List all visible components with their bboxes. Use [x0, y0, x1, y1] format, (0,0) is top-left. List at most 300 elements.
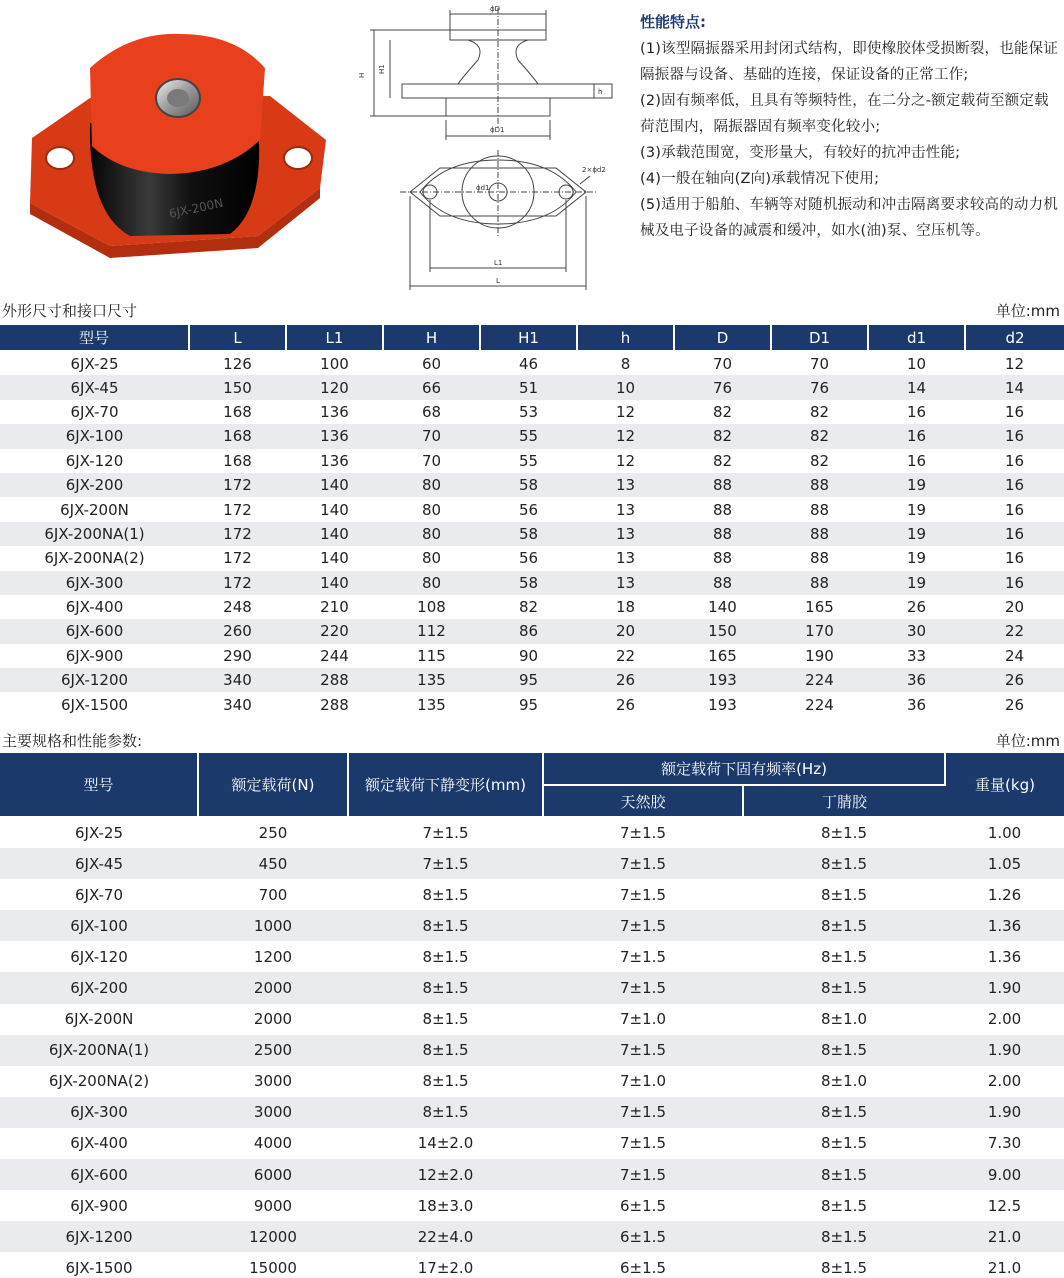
- table-cell: 450: [198, 848, 348, 879]
- table-cell: 115: [417, 646, 446, 665]
- table-cell: 7±1.5: [543, 1159, 743, 1190]
- table-cell: 1.36: [987, 947, 1022, 966]
- table-cell: 126: [223, 354, 252, 373]
- table-cell: 6JX-600: [0, 619, 189, 643]
- table-cell: 90: [518, 646, 539, 665]
- table-cell: 88: [674, 473, 771, 497]
- table-cell: 112: [383, 619, 480, 643]
- table-cell: 7±1.5: [620, 824, 666, 843]
- dimensions-table: [0, 325, 1064, 717]
- table-cell: 19: [906, 549, 927, 568]
- table-cell: 70: [421, 451, 442, 470]
- table-row: [0, 1097, 1064, 1128]
- table-cell: 66: [383, 375, 480, 399]
- table-cell: 53: [518, 402, 539, 421]
- table-cell: 165: [708, 646, 737, 665]
- table-cell: 193: [674, 668, 771, 692]
- table-cell: 6JX-200N: [60, 500, 129, 519]
- table-cell: 95: [518, 695, 539, 714]
- dim-L1: L1: [494, 259, 503, 267]
- table-cell: 8±1.5: [348, 1097, 543, 1128]
- col-nitrile-rubber: 丁腈胶: [743, 785, 945, 817]
- table-cell: 14±2.0: [417, 1134, 474, 1153]
- table-cell: 80: [383, 522, 480, 546]
- section1-header: [0, 298, 1064, 322]
- table-cell: 14: [965, 375, 1064, 399]
- table-cell: 6JX-1500: [65, 1258, 133, 1277]
- table-cell: 76: [674, 375, 771, 399]
- table-cell: 1.05: [945, 848, 1064, 879]
- table-cell: 86: [480, 619, 577, 643]
- technical-drawing: [350, 0, 630, 300]
- table-cell: 33: [906, 646, 927, 665]
- table-cell: 8±1.5: [743, 1035, 945, 1066]
- table-cell: 82: [809, 451, 830, 470]
- table-cell: 288: [320, 695, 349, 714]
- table-cell: 8±1.5: [821, 1196, 867, 1215]
- table-cell: 19: [868, 571, 965, 595]
- col-load: 额定载荷(N): [198, 753, 348, 817]
- table-cell: 19: [868, 522, 965, 546]
- table-cell: 224: [805, 695, 834, 714]
- table-cell: 12±2.0: [348, 1159, 543, 1190]
- table-cell: 6JX-100: [0, 424, 189, 448]
- table-row: [0, 497, 1064, 521]
- table-cell: 13: [577, 522, 674, 546]
- specs-table: [0, 753, 1064, 1278]
- table-row: [0, 692, 1064, 716]
- table-cell: 6JX-600: [0, 1159, 198, 1190]
- table-cell: 2.00: [987, 1010, 1022, 1029]
- table-cell: 8±1.5: [422, 1010, 469, 1029]
- table-cell: 1.36: [945, 910, 1064, 941]
- table-cell: 82: [712, 451, 733, 470]
- table-cell: 136: [320, 451, 349, 470]
- table-cell: 8±1.5: [743, 972, 945, 1003]
- table-cell: 290: [223, 646, 252, 665]
- table-cell: 1200: [253, 947, 293, 966]
- table-cell: 7±1.5: [543, 972, 743, 1003]
- table-cell: 8±1.5: [422, 885, 469, 904]
- table-cell: 172: [189, 473, 286, 497]
- table-cell: 16: [965, 424, 1064, 448]
- table-cell: 16: [906, 451, 927, 470]
- table-cell: 2000: [198, 972, 348, 1003]
- table-cell: 14: [868, 375, 965, 399]
- table-cell: 22: [965, 619, 1064, 643]
- table-cell: 140: [320, 500, 349, 519]
- table-cell: 16: [868, 424, 965, 448]
- feature-item: (3)承载范围宽，变形量大，有较好的抗冲击性能;: [640, 145, 961, 161]
- table-row: [0, 595, 1064, 619]
- table-cell: 4000: [253, 1134, 293, 1153]
- table-cell: 30: [868, 619, 965, 643]
- table-cell: 20: [577, 619, 674, 643]
- section1-title: 外形尺寸和接口尺寸: [2, 302, 138, 320]
- table-cell: 16: [1004, 549, 1025, 568]
- table-cell: 6JX-300: [0, 571, 189, 595]
- table-cell: 8±1.5: [348, 972, 543, 1003]
- table-cell: 8±1.5: [743, 1097, 945, 1128]
- table-cell: 1.90: [945, 972, 1064, 1003]
- table-cell: 170: [771, 619, 868, 643]
- table-cell: 6JX-1200: [0, 668, 189, 692]
- table-cell: 136: [320, 402, 349, 421]
- table-row: [0, 817, 1064, 848]
- table-row: [0, 1221, 1064, 1252]
- table-cell: 7±1.5: [543, 910, 743, 941]
- table-cell: 88: [771, 522, 868, 546]
- table-cell: 82: [518, 598, 539, 617]
- dim-D1: ϕD1: [490, 126, 505, 134]
- table-cell: 8±1.5: [348, 910, 543, 941]
- table-cell: 6JX-100: [0, 910, 198, 941]
- table-cell: 8±1.0: [821, 1010, 867, 1029]
- table-row: [0, 972, 1064, 1003]
- table-cell: 15000: [249, 1258, 297, 1277]
- table-cell: 88: [809, 500, 830, 519]
- section2-header: [0, 728, 1064, 752]
- product-photo: [20, 28, 336, 264]
- table-cell: 340: [189, 668, 286, 692]
- table-cell: 6JX-120: [65, 451, 124, 470]
- table-cell: 60: [421, 354, 442, 373]
- table-row: [0, 571, 1064, 595]
- table-cell: 6JX-70: [75, 885, 123, 904]
- col-model: 型号: [0, 753, 198, 817]
- table-cell: 172: [189, 522, 286, 546]
- table-cell: 36: [868, 668, 965, 692]
- table-cell: 16: [1004, 500, 1025, 519]
- table-cell: 168: [189, 424, 286, 448]
- table-cell: 18: [615, 598, 636, 617]
- table-cell: 82: [771, 424, 868, 448]
- table-cell: 8±1.5: [821, 947, 867, 966]
- table-row: [0, 375, 1064, 399]
- table-cell: 140: [320, 549, 349, 568]
- table-cell: 88: [809, 549, 830, 568]
- table-cell: 9.00: [945, 1159, 1064, 1190]
- table-cell: 82: [712, 402, 733, 421]
- table-cell: 6JX-25: [70, 354, 119, 373]
- table-cell: 36: [906, 695, 927, 714]
- table-row: [0, 848, 1064, 879]
- table-cell: 55: [518, 451, 539, 470]
- features-panel: [640, 10, 1060, 244]
- table-cell: 6000: [198, 1159, 348, 1190]
- table-cell: 8±1.5: [743, 1221, 945, 1252]
- table-row: [0, 879, 1064, 910]
- table-cell: 3000: [198, 1097, 348, 1128]
- table-cell: 220: [286, 619, 383, 643]
- table-cell: 140: [286, 571, 383, 595]
- table-cell: 190: [805, 646, 834, 665]
- table-cell: 88: [712, 500, 733, 519]
- table-cell: 6JX-200NA(1): [0, 522, 189, 546]
- table-cell: 16: [1004, 402, 1025, 421]
- table-cell: 7±1.5: [543, 1097, 743, 1128]
- table-cell: 13: [577, 473, 674, 497]
- table-cell: 8±1.5: [743, 910, 945, 941]
- table-row: [0, 424, 1064, 448]
- table-cell: 68: [421, 402, 442, 421]
- table-cell: 82: [809, 402, 830, 421]
- table-cell: 8±1.0: [821, 1072, 867, 1091]
- col-header: 型号: [0, 325, 189, 351]
- table-row: [0, 1066, 1064, 1097]
- table-cell: 6JX-300: [0, 1097, 198, 1128]
- table-cell: 6±1.5: [543, 1221, 743, 1252]
- table-cell: 6JX-400: [65, 598, 124, 617]
- col-header: d2: [965, 325, 1064, 351]
- table-cell: 100: [320, 354, 349, 373]
- section2-title: 主要规格和性能参数:: [2, 732, 143, 750]
- table-cell: 22: [615, 646, 636, 665]
- table-cell: 260: [189, 619, 286, 643]
- table-cell: 12.5: [987, 1196, 1022, 1215]
- table-cell: 55: [480, 424, 577, 448]
- table-cell: 82: [674, 424, 771, 448]
- table-cell: 16: [1004, 451, 1025, 470]
- feature-item: (2)固有频率低，且具有等频特性，在二分之-额定载荷至额定载荷范围内，隔振器固有频率变化较小;: [640, 93, 1049, 135]
- table-cell: 135: [417, 695, 446, 714]
- table-cell: 6JX-45: [0, 375, 189, 399]
- table-cell: 80: [383, 473, 480, 497]
- table-cell: 10: [906, 354, 927, 373]
- table-cell: 8±1.5: [821, 1134, 867, 1153]
- table-cell: 12: [615, 451, 636, 470]
- table-cell: 6JX-200NA(2): [48, 1072, 150, 1091]
- table-cell: 12000: [198, 1221, 348, 1252]
- table-cell: 8±1.5: [743, 848, 945, 879]
- table-cell: 172: [189, 571, 286, 595]
- table-cell: 6JX-200NA(2): [44, 549, 145, 568]
- table-cell: 26: [965, 668, 1064, 692]
- table-cell: 22±4.0: [348, 1221, 543, 1252]
- table-cell: 46: [518, 354, 539, 373]
- table-cell: 288: [286, 668, 383, 692]
- table-cell: 7±1.0: [620, 1010, 666, 1029]
- table-cell: 6±1.5: [620, 1258, 666, 1277]
- dim-d2: 2×ϕd2: [582, 166, 606, 174]
- col-header: H1: [480, 325, 577, 351]
- table-cell: 6JX-1500: [60, 695, 129, 714]
- dim-D: ϕD: [490, 5, 501, 13]
- table-cell: 7±1.5: [422, 824, 469, 843]
- table-cell: 70: [712, 354, 733, 373]
- col-freq: 额定载荷下固有频率(Hz): [543, 753, 945, 785]
- table-row: [0, 619, 1064, 643]
- table-cell: 136: [286, 424, 383, 448]
- table-cell: 6JX-200: [0, 473, 189, 497]
- table-cell: 120: [286, 375, 383, 399]
- table-cell: 56: [518, 549, 539, 568]
- table-cell: 6±1.5: [620, 1196, 666, 1215]
- table-cell: 140: [708, 598, 737, 617]
- table-cell: 95: [480, 668, 577, 692]
- col-header: D1: [771, 325, 868, 351]
- table-row: [0, 400, 1064, 424]
- table-row: [0, 1252, 1064, 1278]
- table-cell: 26: [906, 598, 927, 617]
- table-cell: 13: [615, 549, 636, 568]
- dim-L: L: [496, 277, 500, 285]
- table-cell: 7±1.5: [348, 848, 543, 879]
- table-row: [0, 941, 1064, 972]
- feature-item: (1)该型隔振器采用封闭式结构，即使橡胶体受损断裂，也能保证隔振器与设备、基础的连接，保证设备的正常工作;: [640, 41, 1059, 83]
- table-cell: 6JX-25: [75, 824, 123, 843]
- table-cell: 1000: [198, 910, 348, 941]
- table-row: [0, 1035, 1064, 1066]
- table-cell: 13: [615, 500, 636, 519]
- table-cell: 70: [383, 424, 480, 448]
- table-cell: 135: [383, 668, 480, 692]
- feature-item: (5)适用于船舶、车辆等对随机振动和冲击隔离要求较高的动力机械及电子设备的减震和缓冲，如水(油)泵、空压机等。: [640, 197, 1059, 239]
- table-cell: 26: [577, 668, 674, 692]
- table-cell: 8±1.5: [821, 824, 867, 843]
- table-cell: 340: [223, 695, 252, 714]
- table-cell: 76: [771, 375, 868, 399]
- table-cell: 140: [286, 522, 383, 546]
- table-cell: 168: [223, 402, 252, 421]
- table-cell: 1.90: [945, 1097, 1064, 1128]
- col-header: d1: [868, 325, 965, 351]
- col-header: H: [383, 325, 480, 351]
- dimensions-table-header: [0, 325, 1064, 351]
- table-row: [0, 644, 1064, 668]
- table-row: [0, 1004, 1064, 1035]
- table-cell: 1.26: [987, 885, 1022, 904]
- table-cell: 20: [1004, 598, 1025, 617]
- feature-item: (4)一般在轴向(Z向)承载情况下使用;: [640, 171, 880, 187]
- col-header: h: [577, 325, 674, 351]
- table-cell: 6JX-45: [0, 848, 198, 879]
- table-cell: 140: [286, 473, 383, 497]
- table-cell: 6JX-70: [70, 402, 119, 421]
- table-cell: 17±2.0: [417, 1258, 474, 1277]
- table-cell: 108: [417, 598, 446, 617]
- flange-hole-right: [284, 147, 312, 169]
- table-cell: 16: [965, 473, 1064, 497]
- table-cell: 70: [809, 354, 830, 373]
- top-section: [0, 0, 1064, 300]
- table-cell: 51: [480, 375, 577, 399]
- dim-h: h: [598, 88, 603, 96]
- col-weight: 重量(kg): [945, 753, 1064, 817]
- table-cell: 172: [223, 500, 252, 519]
- table-cell: 21.0: [945, 1221, 1064, 1252]
- table-cell: 2000: [253, 1010, 293, 1029]
- table-cell: 248: [223, 598, 252, 617]
- table-cell: 6JX-900: [65, 646, 124, 665]
- table-cell: 56: [518, 500, 539, 519]
- table-cell: 88: [674, 522, 771, 546]
- table-cell: 58: [480, 473, 577, 497]
- table-cell: 12: [577, 424, 674, 448]
- table-cell: 18±3.0: [417, 1196, 474, 1215]
- table-row: [0, 351, 1064, 375]
- table-row: [0, 546, 1064, 570]
- table-row: [0, 1159, 1064, 1190]
- table-cell: 8: [620, 354, 631, 373]
- table-cell: 244: [320, 646, 349, 665]
- table-row: [0, 910, 1064, 941]
- table-cell: 150: [189, 375, 286, 399]
- table-cell: 26: [615, 695, 636, 714]
- table-row: [0, 522, 1064, 546]
- table-cell: 224: [771, 668, 868, 692]
- table-cell: 1.90: [945, 1035, 1064, 1066]
- table-cell: 8±1.5: [422, 1072, 469, 1091]
- table-cell: 8±1.5: [821, 1258, 867, 1277]
- table-cell: 6JX-200N: [64, 1010, 134, 1029]
- table-cell: 193: [708, 695, 737, 714]
- table-cell: 24: [1004, 646, 1025, 665]
- table-cell: 7±1.5: [543, 848, 743, 879]
- table-cell: 21.0: [987, 1258, 1022, 1277]
- table-cell: 9000: [253, 1196, 293, 1215]
- table-cell: 8±1.5: [743, 1159, 945, 1190]
- table-cell: 172: [223, 549, 252, 568]
- features-title: 性能特点:: [640, 13, 706, 31]
- table-cell: 7±1.0: [620, 1072, 666, 1091]
- table-cell: 10: [577, 375, 674, 399]
- table-cell: 8±1.5: [348, 1035, 543, 1066]
- table-cell: 6JX-900: [70, 1196, 128, 1215]
- table-cell: 6JX-200: [0, 972, 198, 1003]
- table-cell: 80: [383, 571, 480, 595]
- table-cell: 210: [320, 598, 349, 617]
- col-header: D: [674, 325, 771, 351]
- table-cell: 7±1.5: [620, 1134, 666, 1153]
- rubber-label: 6JX-200N: [167, 195, 225, 221]
- table-cell: 2500: [198, 1035, 348, 1066]
- table-cell: 8±1.5: [422, 947, 469, 966]
- table-row: [0, 473, 1064, 497]
- table-cell: 58: [480, 522, 577, 546]
- table-cell: 150: [674, 619, 771, 643]
- table-cell: 6JX-200NA(1): [0, 1035, 198, 1066]
- table-row: [0, 449, 1064, 473]
- table-row: [0, 668, 1064, 692]
- table-cell: 2.00: [987, 1072, 1022, 1091]
- col-deform: 额定载荷下静变形(mm): [348, 753, 543, 817]
- table-cell: 3000: [253, 1072, 293, 1091]
- table-cell: 168: [223, 451, 252, 470]
- table-cell: 165: [805, 598, 834, 617]
- table-row: [0, 1190, 1064, 1221]
- flange-hole-left: [46, 147, 74, 169]
- table-cell: 16: [906, 402, 927, 421]
- table-cell: 80: [421, 549, 442, 568]
- table-cell: 19: [868, 473, 965, 497]
- table-cell: 16: [965, 522, 1064, 546]
- table-cell: 13: [577, 571, 674, 595]
- table-cell: 88: [771, 473, 868, 497]
- table-cell: 16: [965, 571, 1064, 595]
- col-header: L: [189, 325, 286, 351]
- table-cell: 6JX-1200: [0, 1221, 198, 1252]
- table-cell: 6JX-400: [70, 1134, 128, 1153]
- table-cell: 80: [421, 500, 442, 519]
- col-header: L1: [286, 325, 383, 351]
- table-cell: 12: [615, 402, 636, 421]
- table-cell: 8±1.5: [821, 885, 867, 904]
- table-cell: 7.30: [987, 1134, 1022, 1153]
- table-cell: 88: [771, 571, 868, 595]
- dim-d1: ϕd1: [476, 184, 490, 192]
- dim-H: H: [358, 72, 366, 78]
